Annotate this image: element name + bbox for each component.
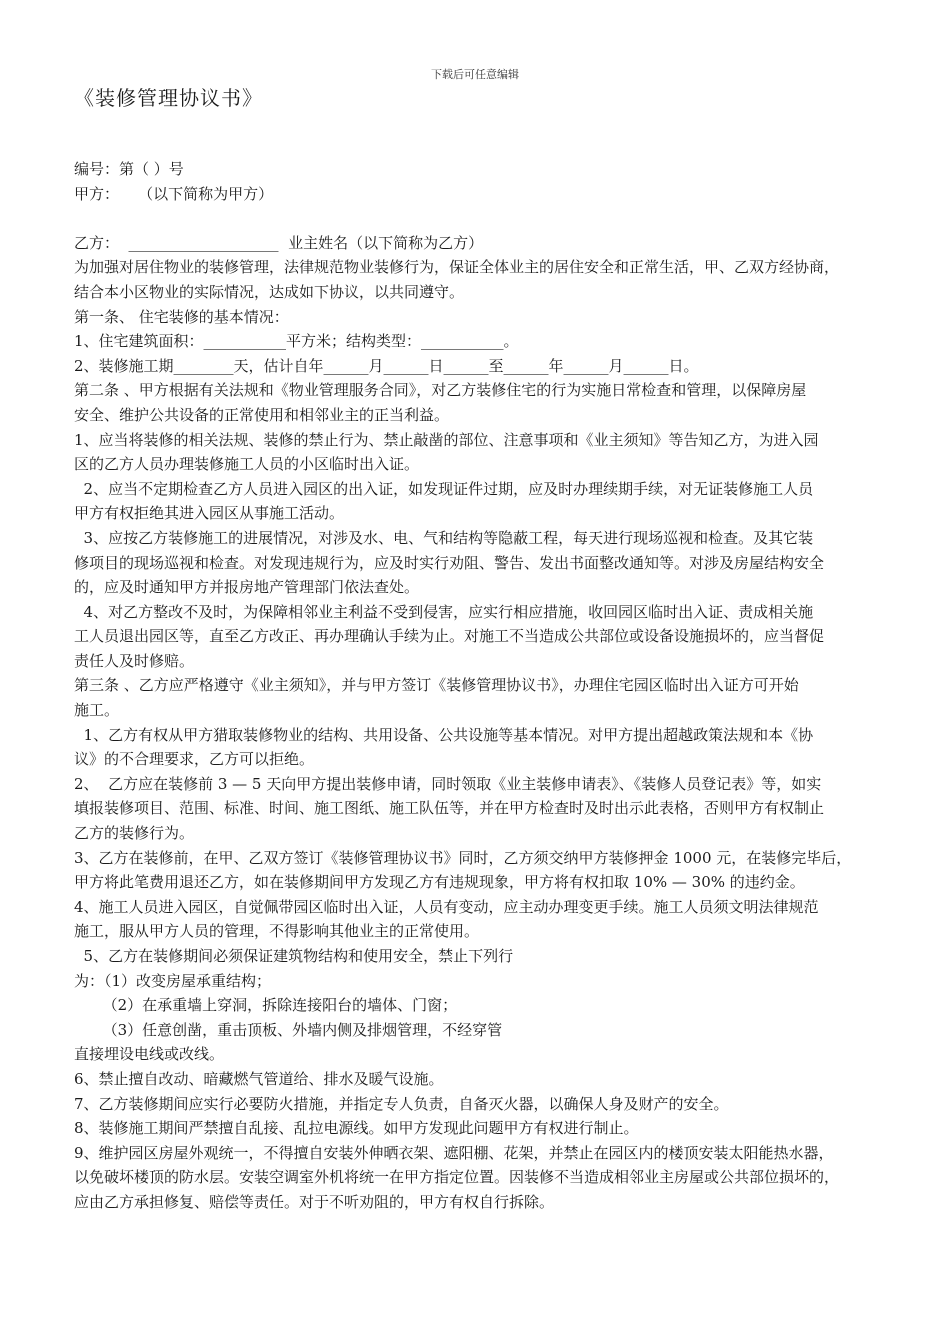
header-note: 下载后可任意编辑 [431,68,519,81]
body-line: 乙方的装修行为。 [74,824,195,843]
body-line: 2、装修施工期________天，估计自年______月______日______至______年______月______日。 [74,356,699,375]
document-body [74,157,884,1215]
body-line: 1、住宅建筑面积：___________平方米；结构类型：___________。 [74,332,519,351]
body-line: 第一条、 住宅装修的基本情况： [74,307,289,326]
body-line: 为加强对居住物业的装修管理，法律规范物业装修行为，保证全体业主的居住安全和正常生活，甲、乙双方经协商， [74,258,840,277]
body-line: 安全、维护公共设备的正常使用和相邻业主的正当利益。 [74,405,450,424]
body-line: 7、乙方装修期间应实行必要防火措施，并指定专人负责，自备灭火器，以确保人身及财产的安全。 [74,1094,729,1113]
body-line: 6、禁止擅自改动、暗藏燃气管道给、排水及暖气设施。 [74,1069,444,1088]
body-line: 施工，服从甲方人员的管理，不得影响其他业主的正常使用。 [74,922,480,941]
body-line: 工人员退出园区等，直至乙方改正、再办理确认手续为止。对施工不当造成公共部位或设备设施损坏的，应当督促 [74,627,825,646]
body-line: （3）任意创凿，重击顶板、外墙内侧及排烟管理，不经穿管 [74,1020,503,1039]
body-line: 直接埋设电线或改线。 [74,1045,225,1064]
body-line: 编号：第（ ）号 [74,160,184,178]
body-line: 4、对乙方整改不及时，为保障相邻业主利益不受到侵害，应实行相应措施，收回园区临时出入证、责成相关施 [74,602,814,621]
body-line: 甲方： （以下简称为甲方） [74,184,274,203]
body-line: 的，应及时通知甲方并报房地产管理部门依法查处。 [74,578,420,597]
body-line: 议》的不合理要求，乙方可以拒绝。 [74,750,315,769]
body-line: 1、应当将装修的相关法规、装修的禁止行为、禁止敲凿的部位、注意事项和《业主须知》等告知乙方，为进入园 [74,430,819,449]
body-line [74,206,884,231]
body-line: 4、施工人员进入园区，自觉佩带园区临时出入证，人员有变动，应主动办理变更手续。施工人员须文明法律规范 [74,897,819,916]
body-line: 第二条 、甲方根据有关法规和《物业管理服务合同》，对乙方装修住宅的行为实施日常检查和管理，以保障房屋 [74,381,807,400]
body-line: 2、 乙方应在装修前 3 — 5 天向甲方提出装修申请，同时领取《业主装修申请表》、《装修人员登记表》等，如实 [74,774,822,793]
body-line: 1、乙方有权从甲方猎取装修物业的结构、共用设备、公共设施等基本情况。对甲方提出超越政策法规和本《协 [74,725,814,744]
body-line: 乙方： ____________________ 业主姓名（以下简称为乙方） [74,233,484,252]
body-line: 责任人及时修赔。 [74,651,195,670]
body-line: 9、维护园区房屋外观统一，不得擅自安装外伸晒衣架、遮阳棚、花架，并禁止在园区内的楼顶安装太阳能热水器， [74,1143,834,1162]
body-line: 应由乙方承担修复、赔偿等责任。对于不听劝阻的，甲方有权自行拆除。 [74,1192,555,1211]
body-line: （2）在承重墙上穿洞，拆除连接阳台的墙体、门窗； [74,996,458,1015]
body-line: 第三条 、乙方应严格遵守《业主须知》，并与甲方签订《装修管理协议书》，办理住宅园区临时出入证方可开始 [74,676,799,695]
document-title: 《装修管理协议书》 [74,86,263,110]
body-line: 3、乙方在装修前，在甲、乙双方签订《装修管理协议书》同时，乙方须交纳甲方装修押金 1000 元，在装修完毕后， [74,848,852,867]
body-line: 2、应当不定期检查乙方人员进入园区的出入证，如发现证件过期，应及时办理续期手续，对无证装修施工人员 [74,479,814,498]
body-line: 修项目的现场巡视和检查。对发现违规行为，应及时实行劝阻、警告、发出书面整改通知等。对涉及房屋结构安全 [74,553,825,572]
body-line: 3、应按乙方装修施工的进展情况，对涉及水、电、气和结构等隐蔽工程，每天进行现场巡视和检查。及其它装 [74,528,814,547]
body-line: 8、装修施工期间严禁擅自乱接、乱拉电源线。如甲方发现此问题甲方有权进行制止。 [74,1119,639,1138]
body-line: 甲方将此笔费用退还乙方，如在装修期间甲方发现乙方有违规现象，甲方将有权扣取 10% — 30% 的违约金。 [74,873,805,892]
body-line: 施工。 [74,701,120,720]
body-line: 甲方有权拒绝其进入园区从事施工活动。 [74,504,345,523]
body-line: 为：（1）改变房屋承重结构； [74,971,272,990]
body-line: 填报装修项目、范围、标准、时间、施工图纸、施工队伍等，并在甲方检查时及时出示此表格，否则甲方有权制止 [74,799,825,818]
body-line: 5、乙方在装修期间必须保证建筑物结构和使用安全，禁止下列行 [74,947,514,965]
body-line: 以免破坏楼顶的防水层。安装空调室外机将统一在甲方指定位置。因装修不当造成相邻业主房屋或公共部位损坏的， [74,1168,840,1187]
body-line: 区的乙方人员办理装修施工人员的小区临时出入证。 [74,455,420,474]
body-line: 结合本小区物业的实际情况，达成如下协议，以共同遵守。 [74,282,465,301]
